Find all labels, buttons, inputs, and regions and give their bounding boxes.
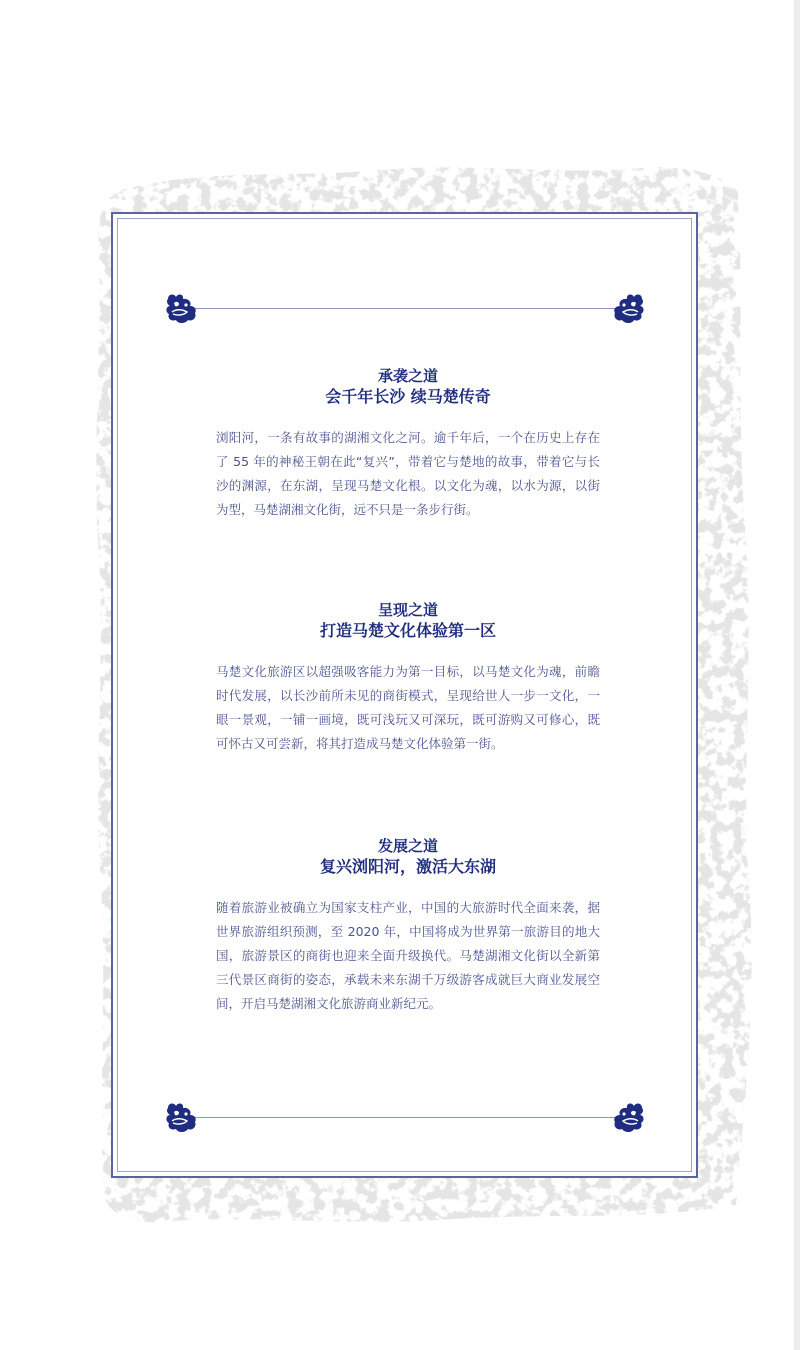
bottom-divider-line: [192, 1117, 618, 1118]
cloud-motif-icon: [164, 1100, 198, 1134]
cloud-motif-icon: [164, 291, 198, 325]
section-body: 浏阳河，一条有故事的湖湘文化之河。逾千年后，一个在历史上存在了 55 年的神秘王朝在此“复兴”，带着它与楚地的故事，带着它与长沙的渊源，在东湖，呈现马楚文化根。以文化为魂，以水为源，以街为型，马楚湖湘文化街，远不只是一条步行街。: [216, 430, 600, 517]
top-ornament-divider: [164, 291, 646, 325]
section-subtitle: 会千年长沙 续马楚传奇: [325, 387, 491, 406]
cloud-motif-icon: [612, 1100, 646, 1134]
bottom-ornament-divider: [164, 1100, 646, 1134]
section-presentation: [216, 600, 600, 756]
section-inheritance: [216, 366, 600, 522]
section-subtitle: 打造马楚文化体验第一区: [319, 621, 496, 640]
top-divider-line: [192, 308, 618, 309]
section-title: 承袭之道: [377, 367, 438, 385]
section-subtitle: 复兴浏阳河，激活大东湖: [319, 857, 496, 876]
section-body: 随着旅游业被确立为国家支柱产业，中国的大旅游时代全面来袭，据世界旅游组织预测，至 2020 年，中国将成为世界第一旅游目的地大国，旅游景区的商街也迎来全面升级换代。马楚湖湘文化街以全新第三代景区商街的姿态，承载未来东湖千万级游客成就巨大商业发展空间，开启马楚湖湘文化旅游商业新纪元。: [216, 900, 600, 1011]
section-development: [216, 836, 600, 1016]
section-title: 发展之道: [377, 837, 438, 855]
section-title: 呈现之道: [377, 601, 438, 619]
cloud-motif-icon: [612, 291, 646, 325]
section-body: 马楚文化旅游区以超强吸客能力为第一目标，以马楚文化为魂，前瞻时代发展，以长沙前所未见的商街模式，呈现给世人一步一文化，一眼一景观，一铺一画境，既可浅玩又可深玩，既可游购又可修心，既可怀古又可尝新，将其打造成马楚文化体验第一街。: [216, 664, 600, 751]
